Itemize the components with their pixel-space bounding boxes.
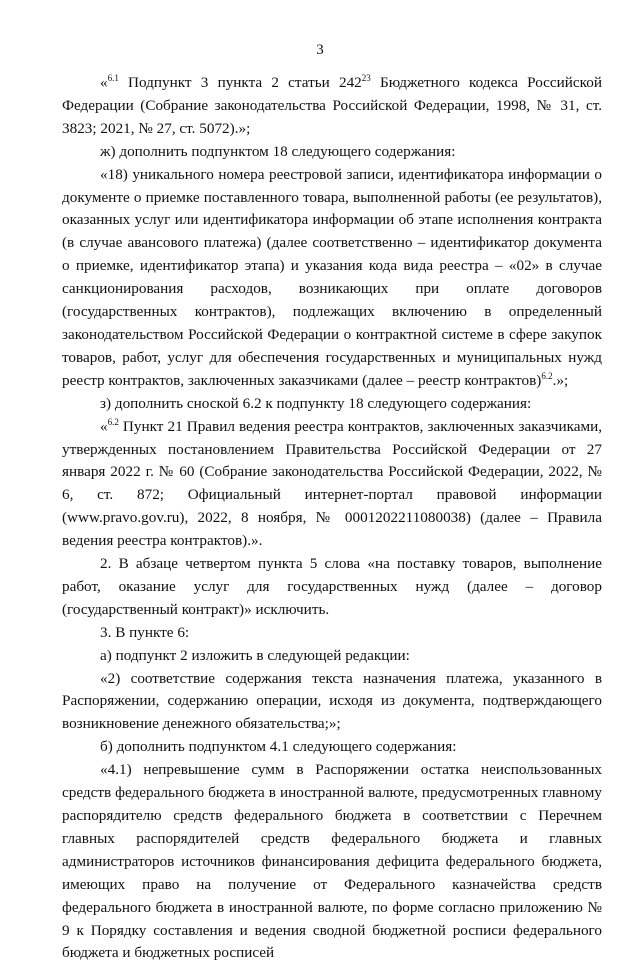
paragraph-p2 xyxy=(62,141,602,164)
paragraph-text: Бюджетного кодекса Российской Федерации (Собрание законодательства Российской Федерации, 1998, № 31, ст. 3823; 2021, № 27, ст. 5072).»; xyxy=(62,74,602,137)
document-body xyxy=(62,72,602,965)
paragraph-p8 xyxy=(62,645,602,668)
paragraph-p9 xyxy=(62,668,602,737)
paragraph-p10 xyxy=(62,736,602,759)
paragraph-p11 xyxy=(62,759,602,965)
paragraph-text: а) подпункт 2 изложить в следующей редакции: xyxy=(100,646,410,664)
footnote-marker: 6.1 xyxy=(107,72,119,83)
paragraph-text: б) дополнить подпунктом 4.1 следующего содержания: xyxy=(100,738,457,756)
paragraph-text: « xyxy=(100,74,108,91)
paragraph-text: «18) уникального номера реестровой записи, идентификатора информации о документе о приемке поставленного товара, выполненной работы (ее результатов), оказанных услуг или идентификатора информации об этапе исполнения контракта (в случае авансового платежа) (далее соответственно – идентификатор документа о приемке, идентификатор этапа) и указания кода вида реестра – «02» в случае санкционирования расходов, возникающих при оплате договоров (государственных контрактов), подлежащих включению в определенный законодательством Российской Федерации о контрактной системе в сфере закупок товаров, работ, услуг для обеспечения государственных и муниципальных нужд реестр контрактов, заключенных заказчиками (далее – реестр контрактов) xyxy=(62,165,602,389)
page-number: 3 xyxy=(316,42,324,58)
paragraph-text: з) дополнить сноской 6.2 к подпункту 18 следующего содержания: xyxy=(100,394,532,412)
footnote-marker: 6.2 xyxy=(541,370,553,381)
footnote-marker: 23 xyxy=(361,72,371,83)
paragraph-text: 2. В абзаце четвертом пункта 5 слова «на поставку товаров, выполнение работ, оказание услуг для государственных нужд (далее – договор (государственный контракт)» исключить. xyxy=(62,555,602,618)
paragraph-text: «4.1) непревышение сумм в Распоряжении остатка неиспользованных средств федерального бюджета в иностранной валюте, предусмотренных главному распорядителю средств федерального бюджета в соответствии с Перечнем главных распорядителей средств федерального бюджета и главных администраторов источников финансирования дефицита федерального бюджета, имеющих право на получение от Федерального казначейства средств федерального бюджета в иностранной валюте, по форме согласно приложению № 9 к Порядку составления и ведения сводной бюджетной росписи федерального бюджета и бюджетных росписей xyxy=(62,761,602,962)
paragraph-p1 xyxy=(62,72,602,141)
footnote-marker: 6.2 xyxy=(107,416,119,427)
paragraph-p7 xyxy=(62,622,602,645)
paragraph-text: « xyxy=(100,417,108,435)
paragraph-text: 3. В пункте 6: xyxy=(100,623,190,641)
paragraph-text: ж) дополнить подпунктом 18 следующего содержания: xyxy=(100,142,456,160)
paragraph-p6 xyxy=(62,553,602,622)
paragraph-p3 xyxy=(62,164,602,393)
paragraph-text: «2) соответствие содержания текста назначения платежа, указанного в Распоряжении, содержанию операции, исходя из документа, подтверждающего возникновение денежного обязательства;»; xyxy=(62,669,602,733)
paragraph-text: .»; xyxy=(552,371,569,389)
paragraph-text: Пункт 21 Правил ведения реестра контрактов, заключенных заказчиками, утвержденных постановлением Правительства Российской Федерации от 27 января 2022 г. № 60 (Собрание законодательства Российской Федерации, 2022, № 6, ст. 872; Официальный интернет-портал правовой информации (www.pravo.gov.ru), 2022, 8 ноября, № 0001202211080038) (далее – Правила ведения реестра контрактов).». xyxy=(62,417,602,550)
paragraph-p4 xyxy=(62,393,602,416)
paragraph-p5 xyxy=(62,416,602,553)
paragraph-text: Подпункт 3 пункта 2 статьи 242 xyxy=(118,74,362,91)
